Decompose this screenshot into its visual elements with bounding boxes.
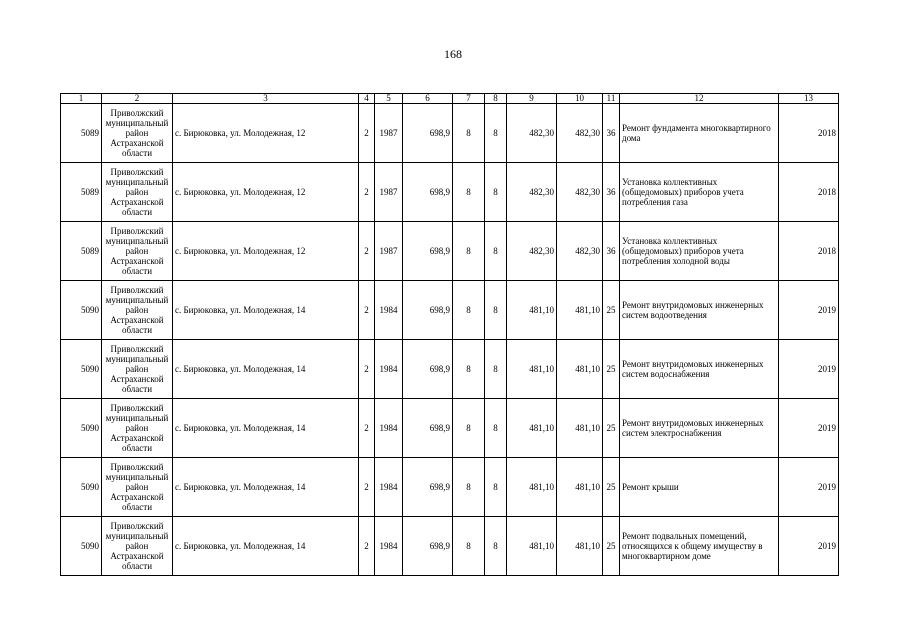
cell-plan-year: 2019: [779, 458, 839, 517]
table-row: [61, 163, 839, 222]
cell-col9: 481,10: [507, 458, 557, 517]
cell-year: 1984: [375, 399, 403, 458]
cell-col11: 25: [603, 517, 620, 576]
col-header: 11: [603, 94, 620, 104]
cell-area: 698,9: [403, 458, 453, 517]
table-row: [61, 340, 839, 399]
cell-col10: 482,30: [557, 104, 603, 163]
cell-col8: 8: [485, 163, 507, 222]
cell-year: 1987: [375, 163, 403, 222]
col-header: 4: [359, 94, 375, 104]
col-header: 1: [61, 94, 102, 104]
cell-district: Приволжский муниципальный район Астраханской области: [102, 163, 173, 222]
cell-id: 5090: [61, 399, 102, 458]
cell-year: 1984: [375, 340, 403, 399]
cell-district: Приволжский муниципальный район Астраханской области: [102, 399, 173, 458]
cell-district: Приволжский муниципальный район Астраханской области: [102, 517, 173, 576]
cell-col4: 2: [359, 458, 375, 517]
cell-year: 1987: [375, 104, 403, 163]
cell-year: 1987: [375, 222, 403, 281]
cell-col4: 2: [359, 399, 375, 458]
cell-address: с. Бирюковка, ул. Молодежная, 14: [173, 399, 359, 458]
cell-col9: 482,30: [507, 104, 557, 163]
cell-col7: 8: [453, 222, 485, 281]
cell-col9: 482,30: [507, 222, 557, 281]
cell-col4: 2: [359, 340, 375, 399]
cell-work-type: Установка коллективных (общедомовых) приборов учета потребления газа: [620, 163, 779, 222]
cell-col11: 36: [603, 222, 620, 281]
cell-col9: 482,30: [507, 163, 557, 222]
cell-id: 5090: [61, 458, 102, 517]
capital-repair-table: [60, 93, 839, 576]
cell-plan-year: 2019: [779, 281, 839, 340]
cell-id: 5089: [61, 163, 102, 222]
cell-col11: 36: [603, 163, 620, 222]
cell-address: с. Бирюковка, ул. Молодежная, 14: [173, 517, 359, 576]
cell-col7: 8: [453, 104, 485, 163]
cell-plan-year: 2019: [779, 399, 839, 458]
cell-work-type: Ремонт фундамента многоквартирного дома: [620, 104, 779, 163]
col-header: 13: [779, 94, 839, 104]
cell-area: 698,9: [403, 222, 453, 281]
cell-work-type: Ремонт внутридомовых инженерных систем электроснабжения: [620, 399, 779, 458]
cell-col4: 2: [359, 163, 375, 222]
cell-col7: 8: [453, 399, 485, 458]
col-header: 9: [507, 94, 557, 104]
cell-col8: 8: [485, 399, 507, 458]
cell-col11: 25: [603, 281, 620, 340]
cell-area: 698,9: [403, 399, 453, 458]
cell-col10: 481,10: [557, 281, 603, 340]
cell-col4: 2: [359, 281, 375, 340]
col-header: 12: [620, 94, 779, 104]
cell-work-type: Ремонт крыши: [620, 458, 779, 517]
cell-col10: 482,30: [557, 163, 603, 222]
cell-col10: 481,10: [557, 517, 603, 576]
cell-col4: 2: [359, 517, 375, 576]
col-header: 10: [557, 94, 603, 104]
cell-area: 698,9: [403, 517, 453, 576]
cell-id: 5090: [61, 281, 102, 340]
cell-address: с. Бирюковка, ул. Молодежная, 12: [173, 222, 359, 281]
cell-col7: 8: [453, 458, 485, 517]
table-row: [61, 458, 839, 517]
cell-plan-year: 2019: [779, 517, 839, 576]
table-row: [61, 517, 839, 576]
col-header: 5: [375, 94, 403, 104]
cell-plan-year: 2018: [779, 163, 839, 222]
cell-plan-year: 2018: [779, 222, 839, 281]
cell-area: 698,9: [403, 281, 453, 340]
page-number: 168: [444, 47, 462, 61]
table-row: [61, 281, 839, 340]
cell-year: 1984: [375, 458, 403, 517]
cell-work-type: Ремонт подвальных помещений, относящихся к общему имуществу в многоквартирном доме: [620, 517, 779, 576]
col-header: 8: [485, 94, 507, 104]
cell-area: 698,9: [403, 104, 453, 163]
cell-col8: 8: [485, 340, 507, 399]
cell-col4: 2: [359, 104, 375, 163]
cell-col10: 481,10: [557, 458, 603, 517]
cell-district: Приволжский муниципальный район Астраханской области: [102, 104, 173, 163]
cell-district: Приволжский муниципальный район Астраханской области: [102, 281, 173, 340]
cell-area: 698,9: [403, 163, 453, 222]
cell-plan-year: 2019: [779, 340, 839, 399]
cell-col7: 8: [453, 281, 485, 340]
cell-address: с. Бирюковка, ул. Молодежная, 14: [173, 281, 359, 340]
cell-col11: 25: [603, 399, 620, 458]
cell-col8: 8: [485, 104, 507, 163]
cell-col10: 481,10: [557, 340, 603, 399]
cell-col8: 8: [485, 517, 507, 576]
cell-year: 1984: [375, 517, 403, 576]
col-header: 3: [173, 94, 359, 104]
cell-district: Приволжский муниципальный район Астраханской области: [102, 458, 173, 517]
cell-col7: 8: [453, 517, 485, 576]
cell-area: 698,9: [403, 340, 453, 399]
table-row: [61, 222, 839, 281]
cell-id: 5090: [61, 517, 102, 576]
cell-work-type: Ремонт внутридомовых инженерных систем водоотведения: [620, 281, 779, 340]
header-row: [61, 94, 839, 104]
cell-col9: 481,10: [507, 517, 557, 576]
cell-id: 5089: [61, 222, 102, 281]
col-header: 7: [453, 94, 485, 104]
cell-address: с. Бирюковка, ул. Молодежная, 12: [173, 163, 359, 222]
cell-col10: 482,30: [557, 222, 603, 281]
cell-district: Приволжский муниципальный район Астраханской области: [102, 222, 173, 281]
cell-col4: 2: [359, 222, 375, 281]
cell-id: 5089: [61, 104, 102, 163]
cell-col9: 481,10: [507, 399, 557, 458]
cell-col11: 25: [603, 340, 620, 399]
cell-col11: 36: [603, 104, 620, 163]
cell-col9: 481,10: [507, 340, 557, 399]
cell-address: с. Бирюковка, ул. Молодежная, 12: [173, 104, 359, 163]
cell-plan-year: 2018: [779, 104, 839, 163]
cell-address: с. Бирюковка, ул. Молодежная, 14: [173, 340, 359, 399]
cell-col10: 481,10: [557, 399, 603, 458]
table-row: [61, 399, 839, 458]
cell-id: 5090: [61, 340, 102, 399]
table-row: [61, 104, 839, 163]
cell-col9: 481,10: [507, 281, 557, 340]
cell-district: Приволжский муниципальный район Астраханской области: [102, 340, 173, 399]
cell-col8: 8: [485, 281, 507, 340]
cell-work-type: Установка коллективных (общедомовых) приборов учета потребления холодной воды: [620, 222, 779, 281]
cell-work-type: Ремонт внутридомовых инженерных систем водоснабжения: [620, 340, 779, 399]
cell-col7: 8: [453, 163, 485, 222]
cell-col11: 25: [603, 458, 620, 517]
col-header: 2: [102, 94, 173, 104]
cell-col8: 8: [485, 458, 507, 517]
cell-col7: 8: [453, 340, 485, 399]
cell-address: с. Бирюковка, ул. Молодежная, 14: [173, 458, 359, 517]
col-header: 6: [403, 94, 453, 104]
cell-col8: 8: [485, 222, 507, 281]
cell-year: 1984: [375, 281, 403, 340]
